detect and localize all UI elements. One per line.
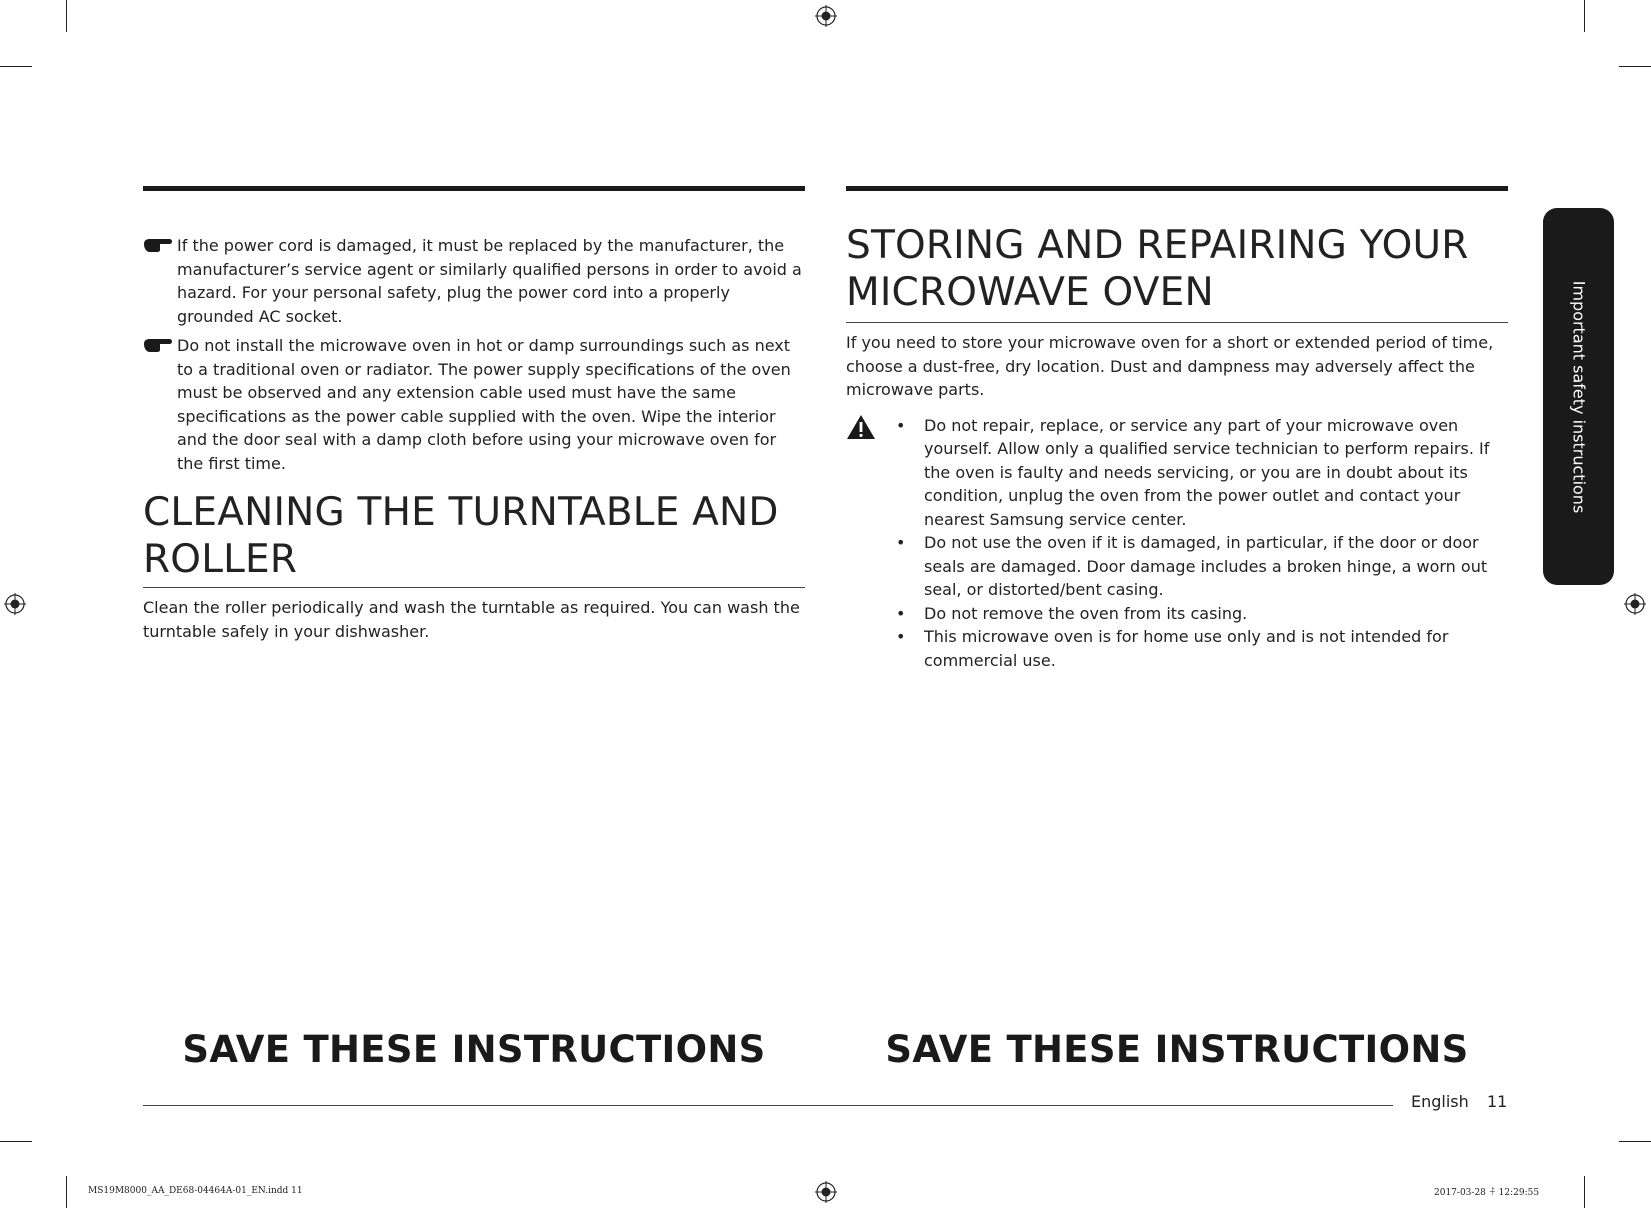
note-power-cord xyxy=(143,234,805,328)
left-column-top-rule xyxy=(143,186,805,191)
side-tab-label: Important safety instructions xyxy=(1569,280,1588,513)
pointing-hand-icon xyxy=(143,235,173,253)
footer-rule xyxy=(143,1105,1393,1106)
section-side-tab[interactable] xyxy=(1543,208,1614,585)
note-text: If the power cord is damaged, it must be replaced by the manufacturer, the manufacturer’s service agent or similarly qualified persons in order to avoid a hazard. For your personal safety, plug the power cord into a properly grounded AC socket. xyxy=(177,236,802,326)
save-instructions-banner-left: SAVE THESE INSTRUCTIONS xyxy=(182,1028,766,1071)
storing-heading xyxy=(846,222,1508,316)
cleaning-heading xyxy=(143,489,805,583)
heading-line: ROLLER xyxy=(143,537,298,582)
save-instructions-banner-right: SAVE THESE INSTRUCTIONS xyxy=(885,1028,1469,1071)
right-column xyxy=(846,222,1508,672)
note-text: Do not install the microwave oven in hot or damp surroundings such as next to a traditional oven or radiator. The power supply specifications of the oven must be observed and any extension cable used must have the same specifications as the power cable supplied with the oven. Wipe the interior and the door seal with a damp cloth before using your microwave oven for the first time. xyxy=(177,336,791,473)
heading-line: MICROWAVE OVEN xyxy=(846,270,1214,315)
registration-mark-icon xyxy=(815,5,837,27)
registration-mark-icon xyxy=(4,593,26,615)
warning-triangle-icon xyxy=(846,414,876,440)
crop-mark xyxy=(1619,1141,1651,1142)
note-installation xyxy=(143,334,805,475)
print-slug-file: MS19M8000_AA_DE68-04464A-01_EN.indd 11 xyxy=(88,1186,303,1196)
warning-list xyxy=(896,414,1508,673)
crop-mark xyxy=(1584,1176,1585,1208)
pointing-hand-icon xyxy=(143,335,173,353)
heading-line: STORING AND REPAIRING YOUR xyxy=(846,223,1469,268)
registration-mark-icon xyxy=(815,1181,837,1203)
crop-mark xyxy=(66,0,67,32)
list-item: • Do not repair, replace, or service any part of your microwave oven yourself. Allow only a qualified service technician to perform repairs. If the oven is faulty and needs servicing, or you are in doubt about its condition, unplug the oven from the power outlet and contact your nearest Samsung service center. xyxy=(896,414,1508,532)
storing-intro: If you need to store your microwave oven for a short or extended period of time, choose a dust-free, dry location. Dust and dampness may adversely affect the microwave parts. xyxy=(846,333,1494,399)
cleaning-heading-rule xyxy=(143,587,805,588)
cleaning-text: Clean the roller periodically and wash the turntable as required. You can wash the turntable safely in your dishwasher. xyxy=(143,598,800,641)
storing-heading-rule xyxy=(846,322,1508,323)
heading-line: CLEANING THE TURNTABLE AND xyxy=(143,490,779,535)
registration-mark-icon xyxy=(1624,593,1646,615)
footer-language: English xyxy=(1411,1092,1469,1111)
crop-mark xyxy=(0,66,32,67)
list-item: • Do not use the oven if it is damaged, in particular, if the door or door seals are damaged. Door damage includes a broken hinge, a worn out seal, or distorted/bent casing. xyxy=(896,531,1508,602)
crop-mark xyxy=(66,1176,67,1208)
crop-mark xyxy=(1619,66,1651,67)
crop-mark xyxy=(0,1141,32,1142)
list-item: • This microwave oven is for home use only and is not intended for commercial use. xyxy=(896,625,1508,672)
left-column xyxy=(143,234,805,643)
list-item: • Do not remove the oven from its casing. xyxy=(896,602,1508,626)
warning-block xyxy=(846,414,1508,673)
print-slug-timestamp: 2017-03-28 ꊰ 12:29:55 xyxy=(1434,1188,1540,1198)
right-column-top-rule xyxy=(846,186,1508,191)
crop-mark xyxy=(1584,0,1585,32)
footer-page-number: 11 xyxy=(1487,1092,1508,1111)
